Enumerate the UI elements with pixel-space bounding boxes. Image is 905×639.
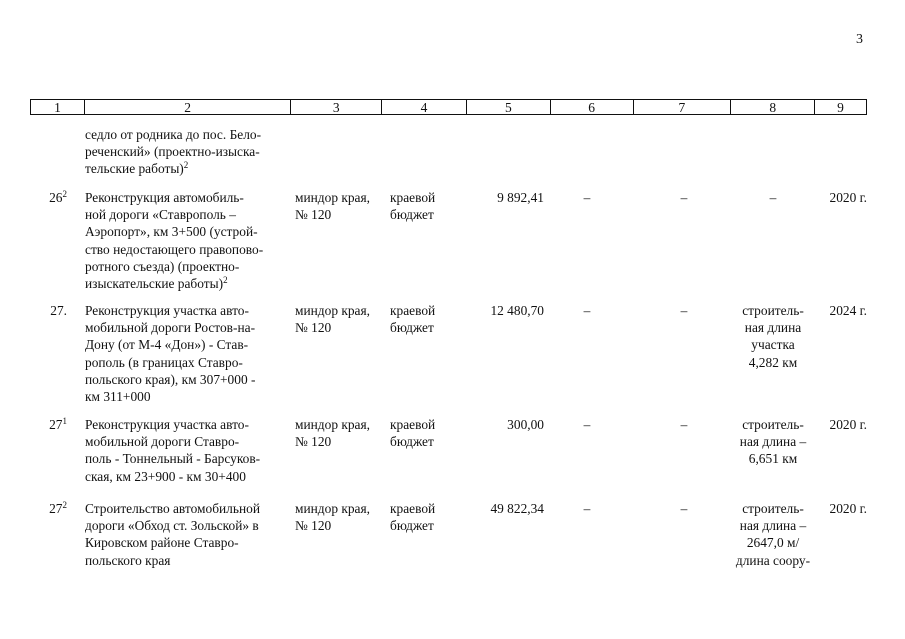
source-line: краевой	[390, 190, 436, 205]
row-year: 2020 г.	[829, 190, 867, 205]
col8-line: 6,651 км	[748, 451, 798, 467]
footnote-mark: 1	[62, 416, 67, 426]
name-line: Реконструкция участка авто-	[85, 417, 249, 432]
executor-line: № 120	[295, 518, 332, 534]
header-col-3: 3	[291, 100, 382, 114]
row-col7: –	[680, 303, 688, 318]
row-col8	[732, 302, 814, 371]
source-line: краевой	[390, 501, 436, 516]
row-col6: –	[583, 190, 591, 205]
name-line: Строительство автомобильной	[85, 501, 260, 516]
source-line: бюджет	[390, 518, 434, 534]
executor-line: № 120	[295, 434, 332, 450]
row-col7: –	[680, 190, 688, 205]
header-col-7: 7	[634, 100, 732, 114]
name-line: Дону (от М-4 «Дон») - Став-	[85, 337, 249, 353]
row-col6: –	[583, 417, 591, 432]
name-line: рополь (в границах Ставро-	[85, 354, 243, 370]
footnote-mark: 2	[62, 500, 67, 510]
name-line: тельские работы)$^2$	[85, 160, 189, 177]
row-col7: –	[680, 501, 688, 516]
footnote-mark: 2	[223, 275, 228, 286]
executor-line: миндор края,	[295, 303, 371, 318]
row-name	[85, 416, 286, 485]
row-executor	[295, 500, 383, 534]
name-line: км 311+000	[85, 389, 151, 405]
header-col-1: 1	[31, 100, 85, 114]
row-executor	[295, 416, 383, 450]
row-col8	[732, 189, 814, 206]
name-line: ротного съезда) (проектно-	[85, 258, 240, 274]
name-line: ство недостающего правопово-	[85, 241, 264, 257]
row-number: 27.	[50, 303, 67, 318]
executor-line: миндор края,	[295, 417, 371, 432]
executor-line: миндор края,	[295, 501, 371, 516]
source-line: краевой	[390, 417, 436, 432]
row-year: 2020 г.	[829, 417, 867, 432]
col8-line: ная длина –	[739, 434, 807, 450]
row-sum: 49 822,34	[490, 501, 544, 516]
row-source	[390, 500, 450, 534]
source-line: бюджет	[390, 207, 434, 223]
col8-line: –	[769, 190, 777, 205]
name-line: Реконструкция участка авто-	[85, 303, 249, 318]
row-number: $27^2$	[49, 500, 67, 516]
table-header-row	[30, 99, 867, 115]
header-col-5: 5	[467, 100, 551, 114]
name-line: реченский» (проектно-изыска-	[85, 144, 260, 160]
name-line: Кировском районе Ставро-	[85, 535, 239, 551]
row-executor	[295, 189, 383, 223]
header-col-9: 9	[837, 100, 844, 115]
name-line: мобильной дороги Ставро-	[85, 434, 240, 450]
header-col-4: 4	[382, 100, 467, 114]
col8-line: 4,282 км	[748, 354, 798, 370]
row-number: $27^1$	[49, 416, 67, 432]
executor-line: № 120	[295, 320, 332, 336]
row-year: 2020 г.	[829, 501, 867, 516]
row-col6: –	[583, 501, 591, 516]
row-col8	[732, 500, 814, 569]
row-number: $26^2$	[49, 189, 67, 205]
header-col-8: 8	[731, 100, 815, 114]
header-col-6: 6	[551, 100, 634, 114]
source-line: бюджет	[390, 434, 434, 450]
name-line: Реконструкция автомобиль-	[85, 190, 244, 205]
row-year: 2024 г.	[829, 303, 867, 318]
source-line: бюджет	[390, 320, 434, 336]
executor-line: № 120	[295, 207, 332, 223]
col8-line: длина соору-	[735, 552, 811, 568]
col8-line: участка	[751, 337, 795, 353]
row-name	[85, 500, 286, 569]
name-line: изыскательские работы)$^2$	[85, 275, 228, 292]
executor-line: миндор края,	[295, 190, 371, 205]
row-source	[390, 416, 450, 450]
row-sum: 12 480,70	[490, 303, 544, 318]
col8-line: ная длина –	[739, 518, 807, 534]
row-executor	[295, 302, 383, 336]
continuation-name	[85, 126, 286, 178]
col8-line: ная длина	[744, 320, 802, 336]
row-col7: –	[680, 417, 688, 432]
row-name	[85, 302, 286, 405]
footnote-mark: 2	[62, 189, 67, 199]
row-col6: –	[583, 303, 591, 318]
row-source	[390, 189, 450, 223]
col8-line: строитель-	[742, 501, 804, 516]
name-line: ская, км 23+900 - км 30+400	[85, 468, 246, 484]
col8-line: 2647,0 м/	[746, 535, 800, 551]
name-line: мобильной дороги Ростов-на-	[85, 320, 256, 336]
page-number: 3	[856, 32, 863, 47]
name-line: седло от родника до пос. Бело-	[85, 127, 262, 142]
row-col8	[732, 416, 814, 468]
row-sum: 9 892,41	[497, 190, 544, 205]
name-line: ной дороги «Ставрополь –	[85, 207, 236, 223]
footnote-mark: 2	[183, 160, 189, 171]
row-source	[390, 302, 450, 336]
source-line: краевой	[390, 303, 436, 318]
row-name	[85, 189, 286, 292]
row-sum: 300,00	[507, 417, 544, 432]
col8-line: строитель-	[742, 303, 804, 318]
name-line: дороги «Обход ст. Зольской» в	[85, 518, 259, 534]
name-line: польского края	[85, 552, 171, 568]
header-col-2: 2	[85, 100, 292, 114]
name-line: польского края), км 307+000 -	[85, 371, 256, 387]
name-line: Аэропорт», км 3+500 (устрой-	[85, 224, 258, 240]
col8-line: строитель-	[742, 417, 804, 432]
name-line: поль - Тоннельный - Барсуков-	[85, 451, 261, 467]
